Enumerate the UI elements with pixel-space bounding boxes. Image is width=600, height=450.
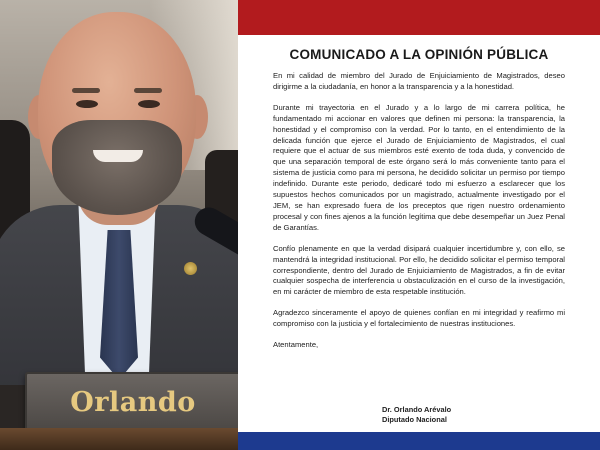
statement-body <box>273 71 565 357</box>
nameplate <box>25 372 238 432</box>
signature-name: Dr. Orlando Arévalo <box>382 405 452 414</box>
desk <box>0 428 238 450</box>
politician-photo <box>0 0 238 450</box>
paragraph-1: En mi calidad de miembro del Jurado de Enjuiciamiento de Magistrados, deseo dirigirme a la ciudadanía, en honor a la transparencia y a la honestidad. <box>273 71 565 91</box>
paragraph-3: Confío plenamente en que la verdad disipará cualquier incertidumbre y, con ello, se mantendrá la integridad institucional. Por ello, he decidido solicitar el permiso temporal correspondiente, dentro del Jurado de Enjuiciamiento de Magistrados, a fin de evitar cualquier sospecha de interferencia u obstaculización en el curso de la investigación, en mi carácter de miembro de esta respetable institución. <box>273 243 565 297</box>
signature-block <box>382 405 492 425</box>
left-eyebrow <box>72 88 100 93</box>
nameplate-text: Orlando <box>70 386 196 418</box>
statement-title: COMUNICADO A LA OPINIÓN PÚBLICA <box>289 47 549 62</box>
lapel-pin <box>184 262 197 275</box>
smile <box>93 150 143 162</box>
microphone-stand <box>0 385 25 430</box>
signature-role: Diputado Nacional <box>382 415 447 424</box>
paragraph-2: Durante mi trayectoria en el Jurado y a lo largo de mi carrera política, he fundamentado mi accionar en valores que definen mi persona: la transparencia, la honestidad y el compromiso con la verdad. Por lo tanto, en el entendimiento de la delicada función que ejerce el Jurado de Enjuiciamiento de Magistrados, el cual requiere que el actuar de sus miembros esté exento de toda duda, y convencido de que una separación temporal de este órgano será lo más conveniente tanto para el sistema de justicia como para mi persona, he decidido solicitar un permiso por tiempo indefinido. Durante este periodo, dedicaré todo mi esfuerzo a esclarecer que los supuestos hechos comunicados por un magistrado, actualmente investigado por el JEM, se han expresado fuera de los preceptos que rigen nuestro ordenamiento procesal y con fines ajenos a la función legítima que debe desempeñar un Juez Penal de Garantías. <box>273 102 565 232</box>
right-eyebrow <box>134 88 162 93</box>
beard <box>52 120 182 215</box>
bottom-blue-band <box>238 432 600 450</box>
left-eye <box>76 100 98 108</box>
right-eye <box>138 100 160 108</box>
closing: Atentamente, <box>273 340 319 350</box>
top-red-band <box>238 0 600 35</box>
statement-panel <box>238 0 600 450</box>
paragraph-4: Agradezco sinceramente el apoyo de quienes confían en mi integridad y reafirmo mi compromiso con la justicia y el fortalecimiento de nuestras instituciones. <box>273 308 565 329</box>
